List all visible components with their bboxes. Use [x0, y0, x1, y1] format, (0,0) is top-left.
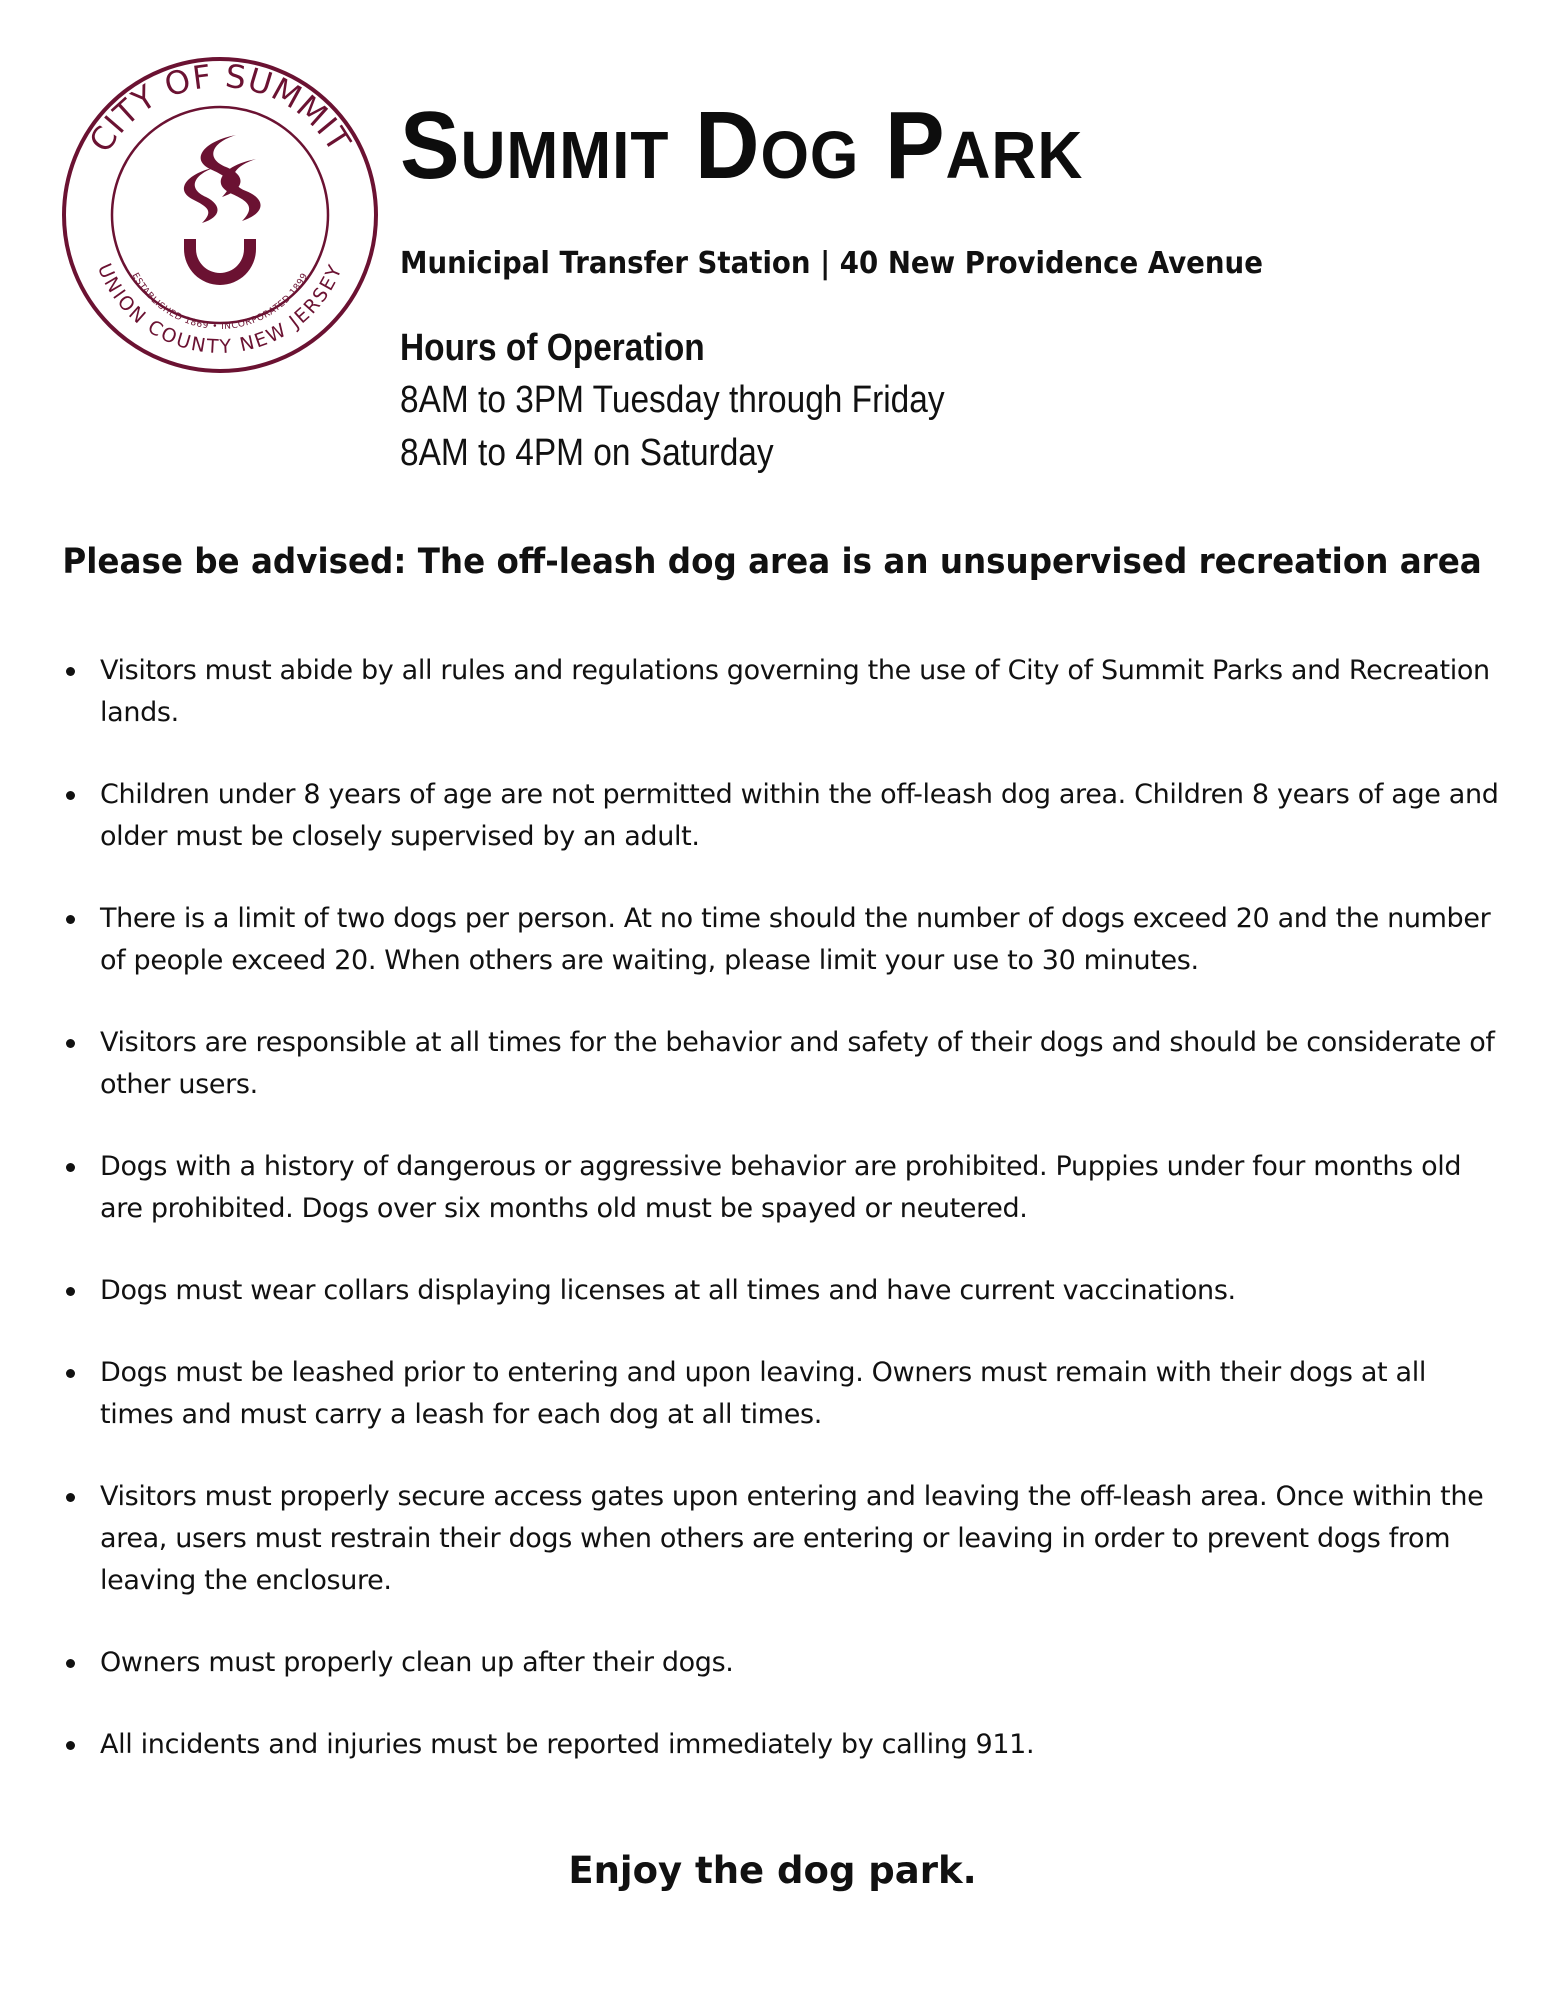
rule-text: Dogs with a history of dangerous or aggressive behavior are prohibited. Puppies under four months old are prohibited. Dogs over six months old must be spayed or neutered. — [100, 1151, 1462, 1224]
city-seal-logo — [60, 55, 380, 375]
rule-text: Dogs must be leashed prior to entering and upon leaving. Owners must remain with their dogs at all times and must carry a leash for each dog at all times. — [100, 1357, 1427, 1430]
bullet-icon — [66, 915, 75, 924]
hours-saturday: 8AM to 4PM on Saturday — [400, 432, 774, 474]
rule-item — [62, 1146, 1502, 1230]
rule-text: There is a limit of two dogs per person. At no time should the number of dogs exceed 20 and the number of people exceed 20. When others are waiting, please limit your use to 30 minutes. — [100, 903, 1491, 976]
rule-item — [62, 774, 1502, 858]
rule-text: Children under 8 years of age are not permitted within the off-leash dog area. Children 8 years of age and older must be closely supervised by an adult. — [100, 779, 1499, 852]
seal-inner-text: ESTABLISHED 1869 • INCORPORATED 1899 — [129, 271, 311, 333]
bullet-icon — [66, 1369, 75, 1378]
rule-item — [62, 1642, 1502, 1684]
flame-emblem-icon — [184, 135, 261, 285]
rule-item — [62, 1476, 1502, 1602]
bullet-icon — [66, 1493, 75, 1502]
seal-top-text: CITY OF SUMMIT — [81, 56, 359, 159]
hours-of-operation — [400, 322, 945, 480]
hours-weekday: 8AM to 3PM Tuesday through Friday — [400, 379, 945, 421]
rules-list — [62, 650, 1502, 1806]
bullet-icon — [66, 791, 75, 800]
rule-text: Visitors are responsible at all times for the behavior and safety of their dogs and should be considerate of other users. — [100, 1027, 1495, 1100]
park-address: Municipal Transfer Station | 40 New Providence Avenue — [400, 246, 1263, 281]
rule-item — [62, 1352, 1502, 1436]
rule-item — [62, 1724, 1502, 1766]
rule-item — [62, 1270, 1502, 1312]
rule-text: Dogs must wear collars displaying licenses at all times and have current vaccinations. — [100, 1275, 1236, 1306]
rule-item — [62, 898, 1502, 982]
seal-bottom-text: UNION COUNTY NEW JERSEY — [92, 260, 348, 359]
bullet-icon — [66, 1659, 75, 1668]
page-title: Summit Dog Park — [400, 92, 1084, 199]
rule-text: All incidents and injuries must be reported immediately by calling 911. — [100, 1729, 1035, 1760]
rule-text: Owners must properly clean up after their dogs. — [100, 1647, 734, 1678]
hours-heading: Hours of Operation — [400, 327, 705, 369]
rule-item — [62, 650, 1502, 734]
bullet-icon — [66, 1163, 75, 1172]
rule-item — [62, 1022, 1502, 1106]
bullet-icon — [66, 1287, 75, 1296]
advisory-text: Please be advised: The off-leash dog area is an unsupervised recreation area — [62, 542, 1483, 582]
bullet-icon — [66, 1039, 75, 1048]
rule-text: Visitors must abide by all rules and regulations governing the use of City of Summit Parks and Recreation lands. — [100, 655, 1490, 728]
bullet-icon — [66, 667, 75, 676]
bullet-icon — [66, 1741, 75, 1750]
rule-text: Visitors must properly secure access gates upon entering and leaving the off-leash area. Once within the area, users must restrain their dogs when others are entering or leaving in order to prevent dogs from leaving the enclosure. — [100, 1481, 1484, 1596]
advisory-notice — [0, 540, 1545, 584]
closing-message: Enjoy the dog park. — [568, 1849, 977, 1892]
